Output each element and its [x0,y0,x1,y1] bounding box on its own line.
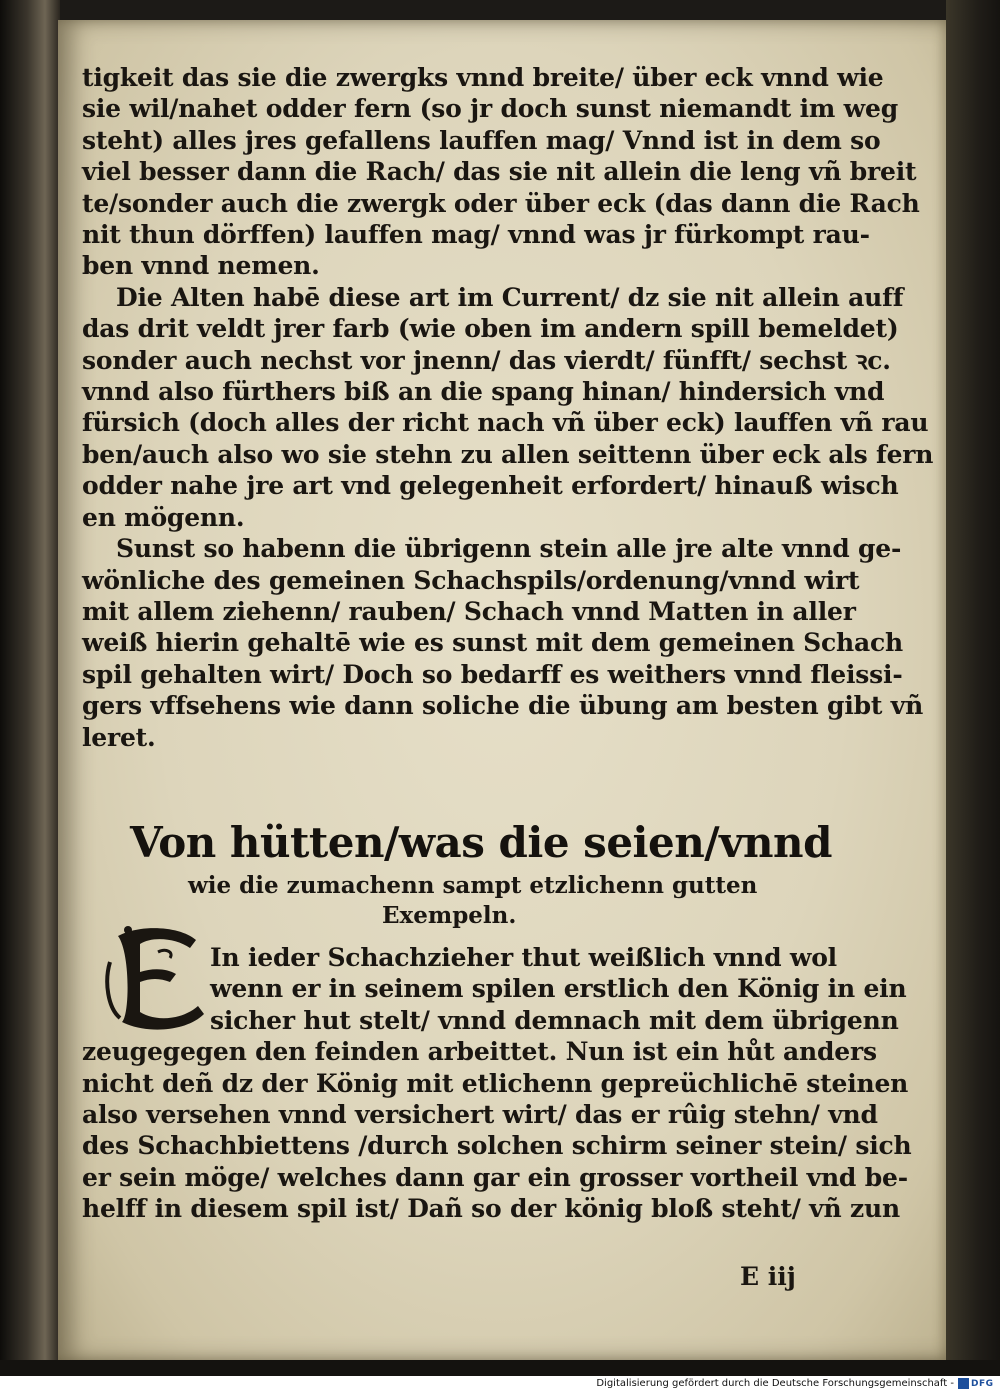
text-line: sie wil/nahet odder fern (so jr doch sunst niemandt im weg [82,94,898,124]
text-line: steht) alles jres gefallens lauffen mag/ Vnnd ist in dem so [82,125,881,155]
text-line: des Schachbiettens /durch solchen schirm seiner stein/ sich [82,1131,912,1161]
book-spine-edge [0,0,60,1392]
text-line: odder nahe jre art vnd gelegenheit erfordert/ hinauß wisch [82,471,899,501]
text-line: Die Alten habē diese art im Current/ dz sie nit allein auff [116,282,904,312]
text-line: also versehen vnnd versichert wirt/ das er rûig stehn/ vnd [82,1100,878,1130]
text-line: tigkeit das sie die zwergks vnnd breite/ über eck vnnd wie [82,63,884,92]
text-line: vnnd also fürthers biß an die spang hinan/ hindersich vnd [82,377,885,407]
body-text [82,62,934,753]
text-line: weiß hierin gehaltē wie es sunst mit dem gemeinen Schach [82,628,904,658]
section-subheading-end: Exempeln. [382,902,517,929]
text-line: en mögenn. [82,502,245,532]
text-line: gers vffsehens wie dann soliche die übung am besten gibt vñ [82,691,924,721]
footer-bar [0,1376,1000,1392]
text-line: sonder auch nechst vor jnenn/ das vierdt/ fünfft/ sechst ꝛc. [82,345,891,375]
text-line: nit thun dörffen) lauffen mag/ vnnd was jr fürkompt rau- [82,220,870,250]
scan-border-bottom [0,1360,1000,1376]
text-line: wönliche des gemeinen Schachspils/ordenung/vnnd wirt [82,565,860,595]
text-line: Sunst so habenn die übrigenn stein alle jre alte vnnd ge- [116,534,902,564]
text-line: spil gehalten wirt/ Doch so bedarff es weithers vnnd fleissi- [82,659,903,689]
funding-notice: Digitalisierung gefördert durch die Deutsche Forschungsgemeinschaft - [596,1378,954,1389]
body-text-second [82,942,912,1225]
dfg-logo-icon [958,1378,969,1389]
text-line: wenn er in seinem spilen erstlich den König in ein [210,974,907,1004]
text-line: sicher hut stelt/ vnnd demnach mit dem übrigenn [210,1005,899,1035]
text-line: viel besser dann die Rach/ das sie nit allein die leng vñ breit [82,157,917,187]
dfg-logo [958,1377,996,1390]
text-line: das drit veldt jrer farb (wie oben im andern spill bemeldet) [82,314,899,344]
text-line: In ieder Schachzieher thut weißlich vnnd wol [210,943,837,972]
text-line: zeugegegen den feinden arbeittet. Nun ist ein hůt anders [82,1037,877,1067]
text-line: ben/auch also wo sie stehn zu allen seittenn über eck als fern [82,439,934,469]
section-subheading: wie die zumachenn sampt etzlichenn gutten [188,872,758,899]
text-line: nicht deñ dz der König mit etlichenn gepreüchlichē steinen [82,1068,909,1098]
section-heading: Von hütten/was die seien/vnnd [130,818,832,867]
text-line: te/sonder auch die zwergk oder über eck (das dann die Rach [82,188,920,218]
signature-mark: E iij [740,1262,796,1291]
scan-border-right [946,0,1000,1370]
text-line: ben vnnd nemen. [82,251,320,281]
text-line: mit allem ziehenn/ rauben/ Schach vnnd Matten in aller [82,596,856,626]
text-line: leret. [82,722,156,752]
text-line: fürsich (doch alles der richt nach vñ über eck) lauffen vñ rau [82,408,929,438]
text-line: helff in diesem spil ist/ Dañ so der könig bloß steht/ vñ zun [82,1194,900,1224]
dfg-logo-text: DFG [971,1378,994,1389]
text-line: er sein möge/ welches dann gar ein grosser vortheil vnd be- [82,1162,908,1192]
